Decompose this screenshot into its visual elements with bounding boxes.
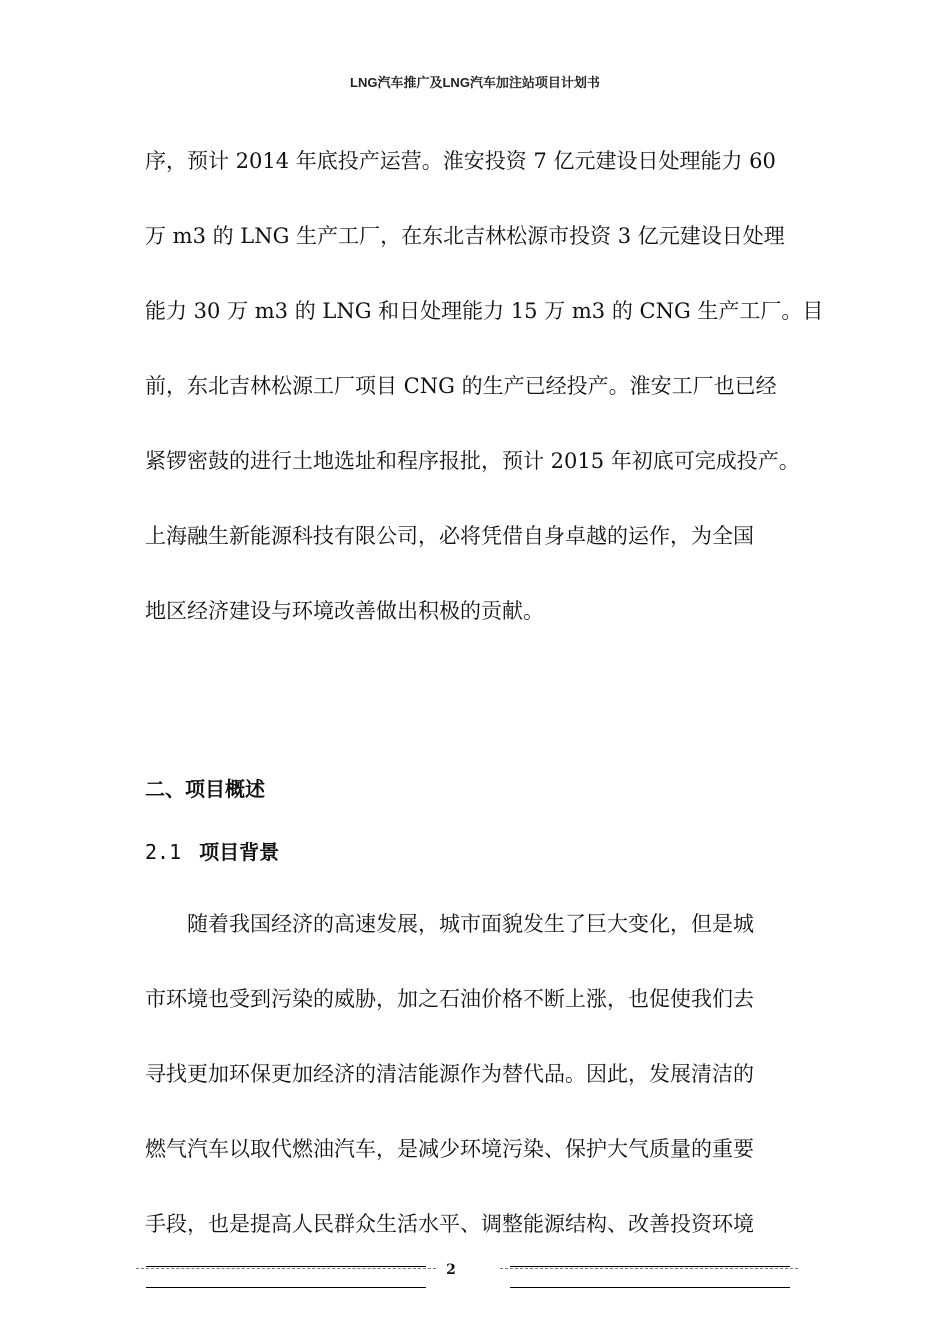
document-body — [145, 124, 824, 1262]
subsection-number: 2.1 — [145, 840, 182, 864]
text-line: 序，预计 2014 年底投产运营。淮安投资 7 亿元建设日处理能力 60 — [145, 149, 776, 173]
footer-rule-right-top — [510, 1266, 790, 1267]
paragraph-company-intro — [145, 124, 824, 649]
text-line: 上海融生新能源科技有限公司，必将凭借自身卓越的运作，为全国 — [145, 524, 754, 548]
footer-rule-dashed-right — [500, 1268, 798, 1269]
footer-rule-dashed-left — [136, 1268, 436, 1269]
text-line: 前，东北吉林松源工厂项目 CNG 的生产已经投产。淮安工厂也已经 — [145, 374, 777, 398]
text-line: 万 m3 的 LNG 生产工厂，在东北吉林松源市投资 3 亿元建设日处理 — [145, 224, 785, 248]
text-line: 寻找更加环保更加经济的清洁能源作为替代品。因此，发展清洁的 — [145, 1062, 754, 1086]
text-line: 手段，也是提高人民群众生活水平、调整能源结构、改善投资环境 — [145, 1212, 754, 1236]
paragraph-project-background — [145, 887, 813, 1262]
footer-rule-right-bottom — [510, 1287, 790, 1288]
footer-rule-left-top — [146, 1266, 426, 1267]
spacer — [145, 649, 813, 771]
page-footer — [0, 1262, 950, 1296]
section-heading: 二、项目概述 — [145, 777, 265, 801]
text-line: 燃气汽车以取代燃油汽车，是减少环境污染、保护大气质量的重要 — [145, 1137, 754, 1161]
text-line: 市环境也受到污染的威胁，加之石油价格不断上涨，也促使我们去 — [145, 987, 754, 1011]
text-line: 随着我国经济的高速发展，城市面貌发生了巨大变化，但是城 — [187, 912, 754, 936]
subsection-heading — [145, 834, 813, 870]
text-line: 能力 30 万 m3 的 LNG 和日处理能力 15 万 m3 的 CNG 生产工厂。目 — [145, 299, 824, 323]
text-line: 地区经济建设与环境改善做出积极的贡献。 — [145, 599, 544, 623]
page-number: 2 — [446, 1262, 456, 1278]
subsection-title: 项目背景 — [199, 840, 280, 864]
text-line: 紧锣密鼓的进行土地选址和程序报批，预计 2015 年初底可完成投产。 — [145, 449, 800, 473]
footer-rule-left-bottom — [146, 1287, 426, 1288]
page-header: LNG汽车推广及LNG汽车加注站项目计划书 — [350, 75, 600, 90]
